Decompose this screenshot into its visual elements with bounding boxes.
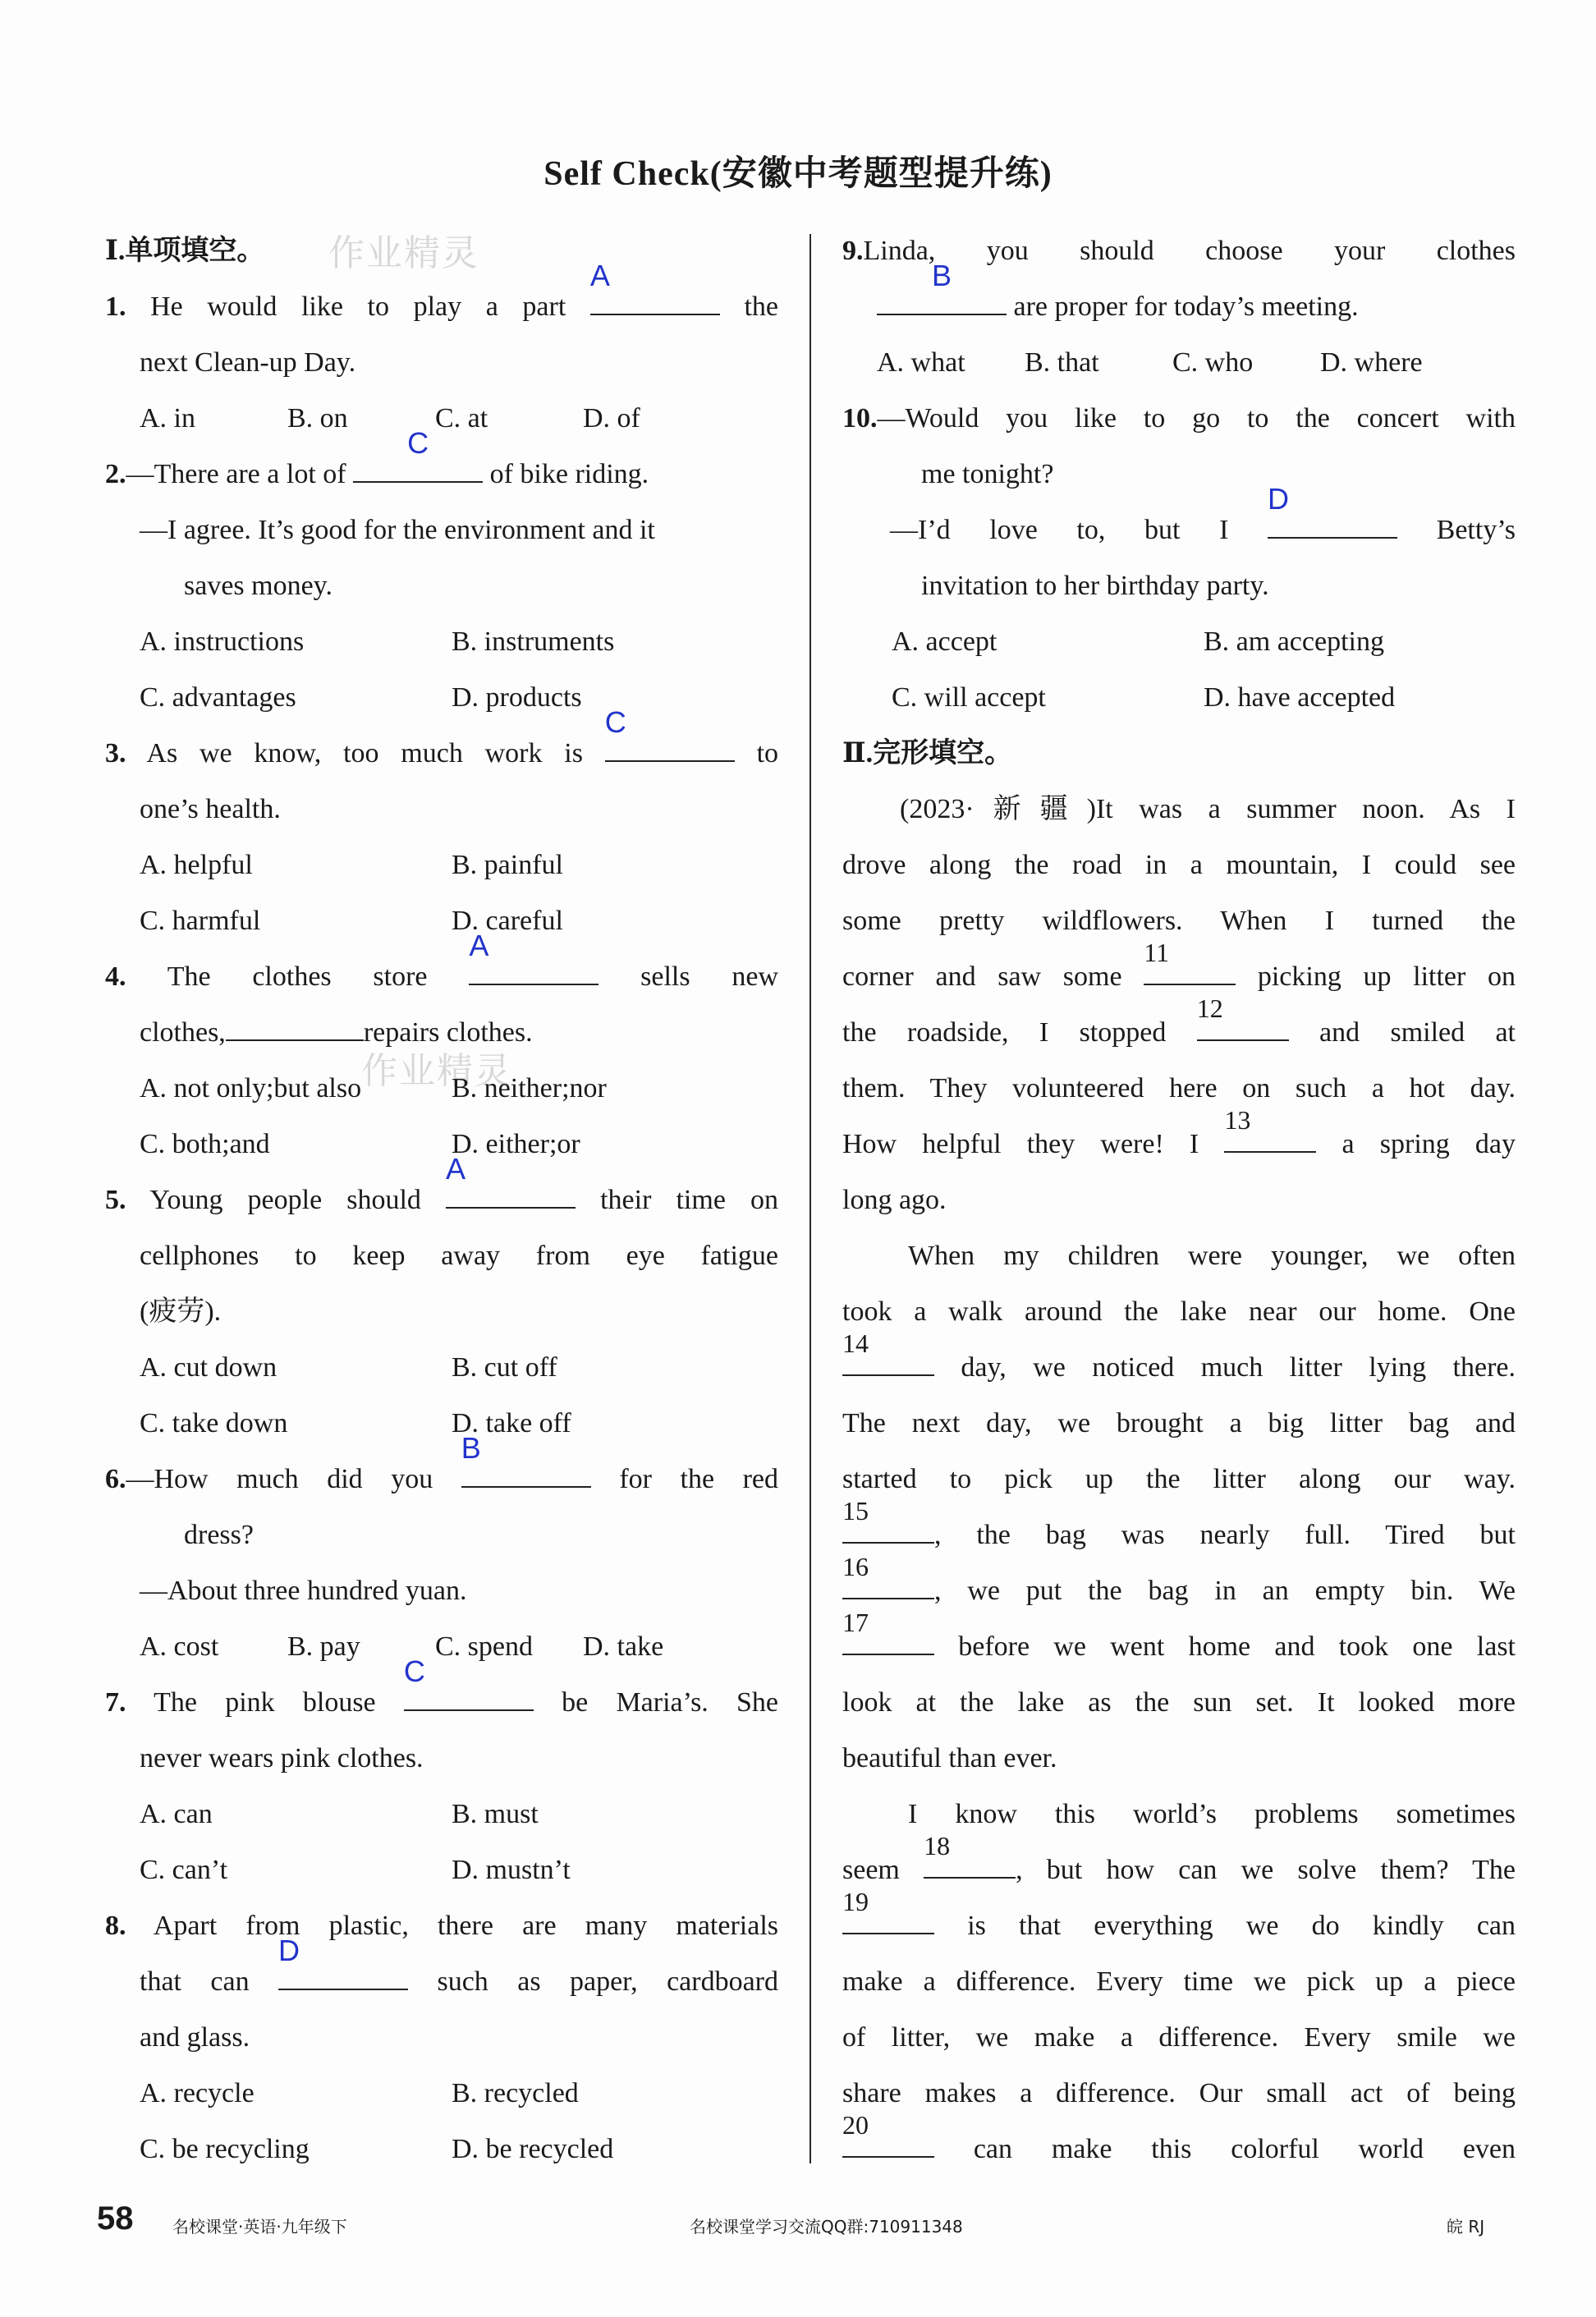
options-q8: A. recycle B. recycled (140, 2078, 579, 2108)
question-9: 9.Linda, you should choose your clothes (842, 236, 1516, 266)
answer-blank[interactable]: A (590, 281, 720, 315)
answer-blank[interactable]: B (461, 1453, 591, 1488)
question-10: 10.—Would you like to go to the concert with (842, 403, 1516, 434)
options-q6: A. cost B. pay C. spend D. take (140, 1631, 664, 1662)
question-1: 1. He would like to play a part A the (105, 259, 779, 322)
answer-blank[interactable]: C (404, 1677, 534, 1711)
edition-label: 皖 RJ (1447, 2217, 1485, 2237)
qq-group: 名校课堂学习交流QQ群:710911348 (690, 2217, 963, 2237)
watermark-mid: 作业精灵 (361, 1050, 512, 1092)
answer-blank-2[interactable] (226, 1007, 364, 1041)
options-q4: A. not only;but also B. neither;nor (140, 1073, 607, 1103)
cloze-blank[interactable]: 13 (1224, 1118, 1316, 1153)
options-q1: A. in B. on C. at D. of (140, 403, 640, 434)
cloze-blank[interactable]: 15 (842, 1509, 934, 1544)
right-column: 9.Linda, you should choose your clothes B are proper for today’s meeting. A. what B. that C. who D. where 10.—Would you like to go to the concert with me tonight? —I’d love to, but I D Betty’s invitation to her birthday party. A. accept B. am accepting C. will accept D. have accepted Ⅱ.完形填空。 (2023·新疆)It was a summer noon. As I drove along the road in a mountain, I could see some pretty wildflowers. When I turned the corner and saw some 11 picking up litter on the roadside, I stopped 12 and smiled at them. They volunteered here on such a hot day. How helpful they were! I 13 a spring day long ago. When my children were younger, we often took a walk around the lake near our home. One 14 day, we noticed much litter lying there. The next day, we brought a big litter bag and started to pick up the litter along our way. 15 , the bag was nearly full. Tired but 16 , we put the bag in an empty bin. We 17 before we went home and took one last look at the lake as the sun set. It looked more beautiful than ever. I know this world’s problems sometimes seem 18 , but how can we solve them? The 19 is that everything we do kindly can make a difference. Every time we pick up a piece of litter, we make a difference. Every smile we share makes a difference. Our small act of being 20 can make this colorful world even (842, 223, 1516, 2177)
question-7: 7. The pink blouse C be Maria’s. She (105, 1654, 779, 1718)
cloze-blank[interactable]: 16 (842, 1565, 934, 1599)
answer-blank[interactable]: B (877, 281, 1007, 315)
cloze-blank[interactable]: 14 (842, 1342, 934, 1376)
left-column: Ⅰ.单项填空。 1. He would like to play a part A the next Clean-up Day. A. in B. on C. at D. of 2.—There are a lot of C of bike riding. —I agree. It’s good for the environment and it saves money. A. instructions B. instruments C. advantages D. products 3. As we know, too much work is C to one’s health. A. helpful B. painful C. harmful D. careful 4. The clothes store A sells new clothes, repairs clothes. A. not only;but also B. neither;nor C. both;and D. either;or 5. Young people should A their time on cellphones to keep away from eye fatigue (疲劳). A. cut down B. cut off C. take down D. take off 6.—How much did you B for the red dress? —About three hundred yuan. A. cost B. pay C. spend D. take 7. The pink blouse C be Maria’s. She never wears pink clothes. A. can B. must C. can’t D. mustn’t 8. Apart from plastic, there are many materials that can D such as paper, cardboard and glass. A. recycle B. recycled C. be recycling D. be recycled (105, 223, 778, 2177)
answer-blank[interactable]: A (446, 1174, 576, 1209)
question-2: 2.—There are a lot of C of bike riding. (105, 426, 649, 489)
page-footer (0, 2200, 1596, 2250)
options-q10: A. accept B. am accepting (892, 626, 1384, 657)
answer-blank[interactable]: C (605, 727, 735, 762)
cloze-blank[interactable]: 11 (1144, 951, 1236, 985)
answer-blank[interactable]: D (1268, 504, 1397, 539)
cloze-blank[interactable]: 12 (1197, 1007, 1289, 1041)
question-8: 8. Apart from plastic, there are many materials (105, 1911, 779, 1941)
options-q7: A. can B. must (140, 1799, 539, 1829)
answer-blank[interactable]: D (278, 1956, 408, 1990)
book-series: 名校课堂·英语·九年级下 (172, 2217, 347, 2237)
page-title: Self Check(安徽中考题型提升练) (543, 155, 1053, 193)
watermark-top: 作业精灵 (328, 232, 479, 274)
question-5: 5. Young people should A their time on (105, 1152, 778, 1215)
question-6: 6.—How much did you B for the red (105, 1431, 778, 1494)
cloze-blank[interactable]: 20 (842, 2123, 934, 2158)
section-2-heading: Ⅱ.完形填空。 (842, 738, 1013, 769)
cloze-blank[interactable]: 19 (842, 1900, 934, 1934)
cloze-passage: (2023·新疆)It was a summer noon. As I drove along the road in a mountain, I could see some pretty wildflowers. When I turned the corner and saw some 11 picking up litter on the roadside, I stopped 12 and smiled at them. They volunteered here on such a hot day. How helpful they were! I 13 a spring day long ago. When my children were younger, we often took a walk around the lake near our home. One 14 day, we noticed much litter lying there. The next day, we brought a big litter bag and started to pick up the litter along our way. 15 , the bag was nearly full. Tired but 16 , we put the bag in an empty bin. We 17 before we went home and took one last look at the lake as the sun set. It looked more beautiful than ever. I know this world’s problems sometimes seem 18 , but how can we solve them? The 19 is that everything we do kindly can make a difference. Every time we pick up a piece of litter, we make a difference. Every smile we share makes a difference. Our small act of being 20 can make this colorful world even (842, 794, 1516, 2164)
question-3: 3. As we know, too much work is C to (105, 705, 779, 769)
column-divider (809, 234, 811, 2163)
options-q5: A. cut down B. cut off (140, 1352, 557, 1383)
answer-blank[interactable]: A (469, 951, 598, 985)
cloze-blank[interactable]: 17 (842, 1621, 934, 1655)
options-q2: A. instructions B. instruments (140, 626, 615, 657)
cloze-blank[interactable]: 18 (924, 1844, 1016, 1879)
answer-blank[interactable]: C (353, 448, 483, 483)
question-4: 4. The clothes store A sells new (105, 929, 779, 992)
page-number: 58 (97, 2200, 134, 2237)
options-q9: A. what B. that C. who D. where (877, 347, 1423, 378)
section-1-heading: Ⅰ.单项填空。 (105, 236, 265, 266)
options-q3: A. helpful B. painful (140, 850, 563, 880)
